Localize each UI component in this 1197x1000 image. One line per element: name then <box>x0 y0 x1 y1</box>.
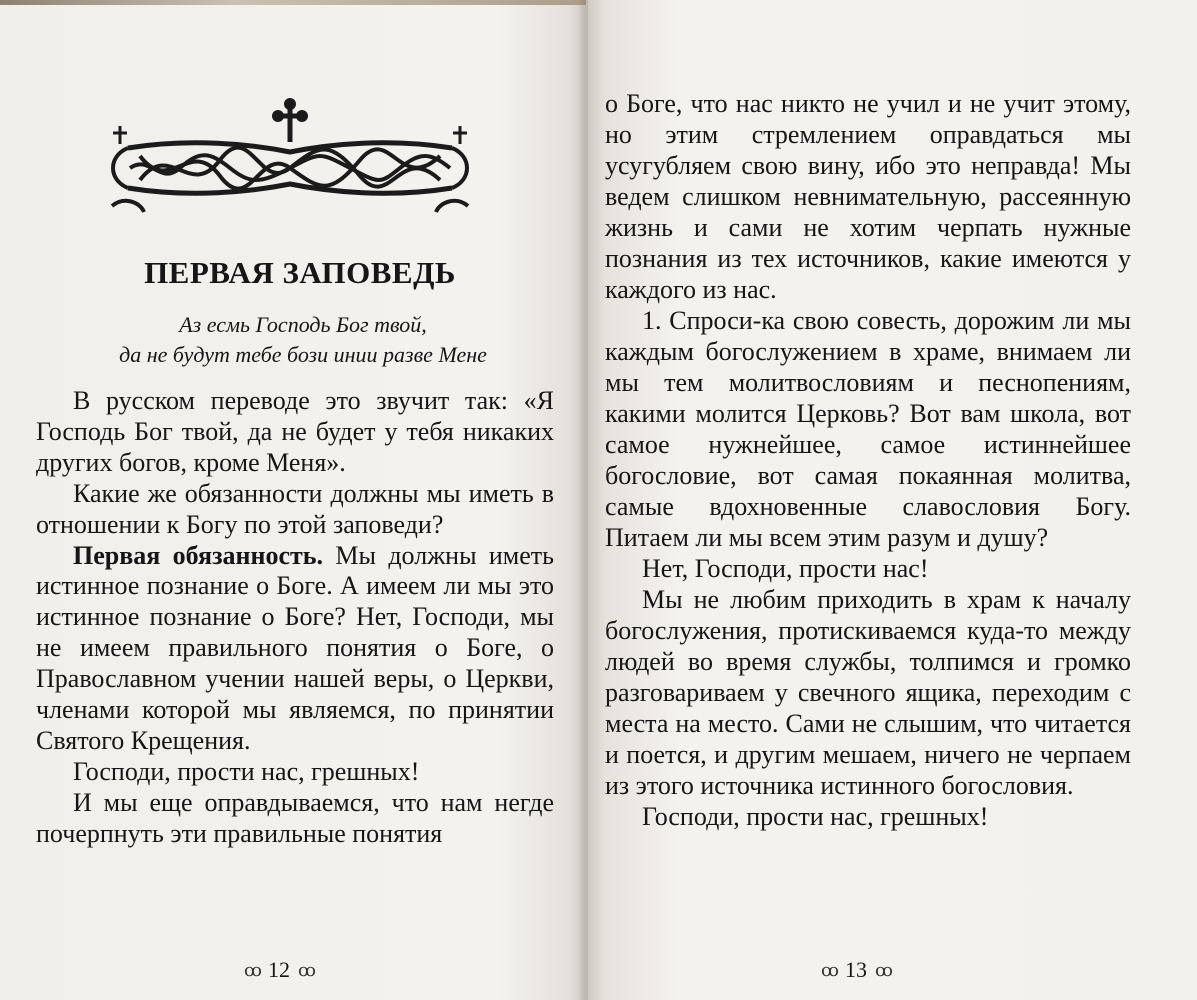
celtic-knot-ornament-icon <box>100 96 480 216</box>
paragraph: Какие же обязанности должны мы иметь в отношении к Богу по этой заповеди? <box>36 478 554 539</box>
flourish-icon: ꝏ <box>821 959 837 980</box>
right-body-text <box>605 88 1131 832</box>
flourish-icon: ꝏ <box>297 959 314 980</box>
commandment-heading: ПЕРВАЯ ЗАПОВЕДЬ <box>144 255 456 290</box>
left-page <box>0 0 586 1000</box>
paragraph: Мы не любим приходить в храм к началу богослужения, протискиваемся кудa-то между людей во время службы, толпимся и громко разговариваем у свечного ящика, переходим с места на место. Сами не слышим, что читается и поется, и другим мешаем, ничего не черпаем из этого источника истинного богословия. <box>605 585 1131 800</box>
left-body-text <box>36 386 554 850</box>
right-page <box>588 0 1197 1000</box>
epigraph-line: да не будут тебе бози инии разве Мене <box>119 342 487 367</box>
paragraph: И мы еще оправдываемся, что нам негде почерпнуть эти правильные понятия <box>36 787 554 848</box>
flourish-icon: ꝏ <box>244 959 260 980</box>
paragraph: 1. Спроси-ка свою совесть, дорожим ли мы каждым богослужением в храме, внимаем ли мы тем молитвословиям и песнопениям, какими молится Церковь? Вот вам школа, вот самое нужнейшее, самое истиннейшее богословие, вот самая покаянная молитва, самые вдохновенные славословия Богу. Питаем ли мы всем этим разум и душу? <box>605 306 1131 552</box>
paragraph-text: Мы должны иметь истинное познание о Боге. А имеем ли мы это истинное познание о Боге? Нет, Господи, мы не имеем правильного понятия о Боге, о Православном учении нашей веры, о Церкви, членами которой мы являемся, по принятии Святого Крещения. <box>36 540 554 755</box>
bold-lead: Первая обязанность. <box>73 540 324 570</box>
paragraph: Господи, прости нас, грешных! <box>642 802 989 831</box>
page-number-footer <box>244 957 314 983</box>
paragraph: В русском переводе это звучит так: «Я Господь Бог твой, да не будет у тебя никаких других богов, кроме Меня». <box>36 386 554 477</box>
epigraph-line: Аз есмь Господь Бог твой, <box>179 312 427 337</box>
epigraph <box>40 310 560 370</box>
page-number-footer <box>821 957 891 983</box>
paragraph: о Боге, что нас никто не учил и не учит этому, но этим стремлением оправдаться мы усугубляем свою вину, ибо это неправда! Мы ведем слишком невнимательную, рассеянную жизнь и сами не хотим черпать нужные познания из тех источников, какие имеются у каждого из нас. <box>605 89 1131 304</box>
paragraph: Нет, Господи, прости нас! <box>642 554 929 583</box>
paragraph: Господи, прости нас, грешных! <box>73 756 420 786</box>
page-number: 13 <box>844 957 867 982</box>
paragraph <box>36 541 554 757</box>
flourish-icon: ꝏ <box>874 959 891 980</box>
page-top-edge <box>0 0 586 5</box>
page-number: 12 <box>267 957 290 982</box>
